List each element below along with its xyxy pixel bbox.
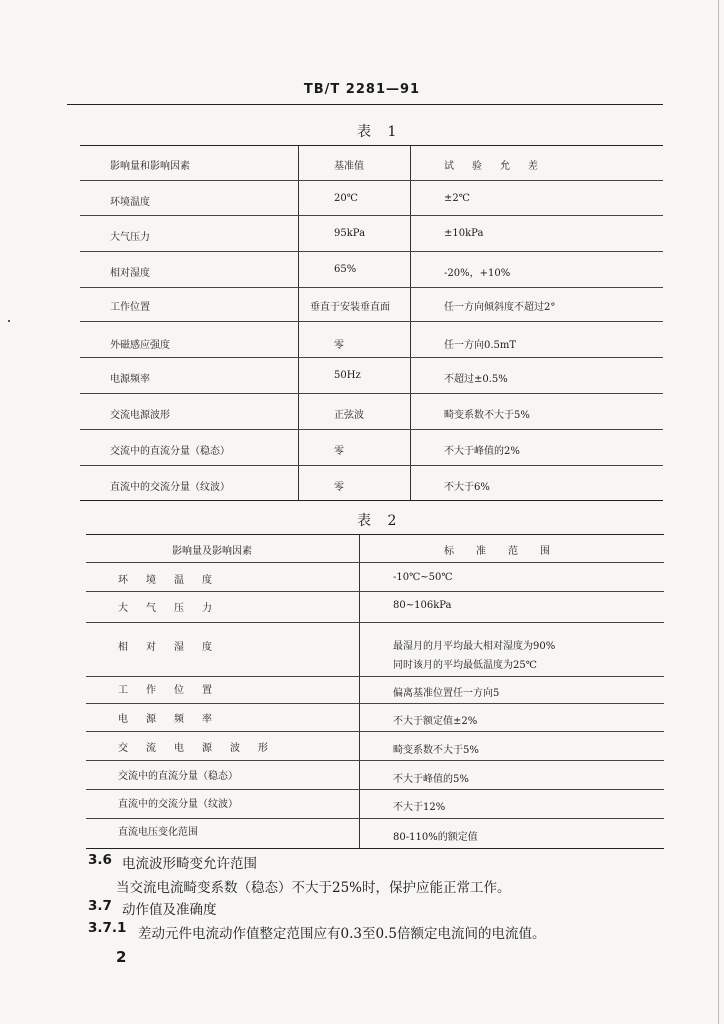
table1-row-factor: 交流电源波形 [110,410,170,421]
table1-row-tolerance: 任一方向0.5mT [444,340,517,351]
table1-row-rule [80,393,663,394]
table2-header-rule [86,562,664,563]
table1-row-factor: 工作位置 [110,302,150,313]
table1-row-factor: 环境温度 [110,197,150,208]
table2-row-factor: 交流电源波形 [118,743,286,754]
table2-row-rule [86,789,664,790]
table2-row-range: 80-110%的额定值 [393,832,478,843]
table1-col-divider-1 [298,146,299,500]
table2-row-factor: 大气压力 [118,603,230,614]
table2-top-rule [86,534,664,535]
table2-humidity-line2: 同时该月的平均最低温度为25℃ [393,660,537,671]
table1-row-rule [80,321,663,322]
table1-row-reference: 零 [334,340,344,351]
table1-row-tolerance: ±10kPa [444,228,484,239]
table2-row-factor: 电源频率 [118,714,230,725]
scan-edge-line [718,0,719,1024]
table1-row-tolerance: ±2℃ [444,193,470,204]
section-3-7-number: 3.7 [88,898,112,914]
table1-row-factor: 外磁感应强度 [110,340,170,351]
table1-row-rule [80,357,663,358]
table1-row-factor: 直流中的交流分量（纹波） [110,482,230,493]
table2-row-range: 不大于额定值±2% [393,716,478,727]
table2-row-range: 80~106kPa [393,600,452,611]
table2-row-factor: 相对湿度 [118,642,230,653]
table1-row-reference: 零 [334,482,344,493]
table2-row-rule [86,703,664,704]
standard-code: TB/T 2281—91 [303,82,421,97]
table2-row-range: 不大于峰值的5% [393,774,469,785]
table1-row-factor: 大气压力 [110,232,150,243]
table2-row-factor: 工作位置 [118,685,230,696]
table2-row-range: 偏离基准位置任一方向5 [393,688,500,699]
table1-row-tolerance: 不大于6% [444,482,490,493]
table2-row-factor: 直流电压变化范围 [118,827,198,838]
section-3-7-1-number: 3.7.1 [88,920,127,936]
table2-row-rule [86,591,664,592]
table2-bottom-rule [86,848,664,849]
table2-row-range: -10℃~50℃ [393,572,453,583]
table2-row-rule [86,818,664,819]
section-3-7-1-body: 差动元件电流动作值整定范围应有0.3至0.5倍额定电流间的电流值。 [138,926,546,942]
section-3-6-body: 当交流电流畸变系数（稳态）不大于25%时，保护应能正常工作。 [116,880,511,896]
section-3-6-number: 3.6 [88,852,112,868]
table1-top-rule [80,145,663,146]
scan-speck [8,320,10,322]
table1-row-factor: 相对湿度 [110,268,150,279]
table2-row-range: 畸变系数不大于5% [393,745,479,756]
header-rule [67,104,663,105]
table1-row-reference: 正弦波 [334,410,364,421]
table1-row-rule [80,287,663,288]
table1-row-rule [80,251,663,252]
table1-row-rule [80,465,663,466]
table2-row-factor: 交流中的直流分量（稳态） [118,771,238,782]
table2-row-rule [86,731,664,732]
table2-row-rule [86,760,664,761]
table1-header-rule [80,180,663,181]
table1-row-tolerance: -20%，+10% [444,268,511,279]
table2-row-rule [86,622,664,623]
table2-header-range: 标 准 范 围 [444,546,556,557]
table1-row-reference: 垂直于安装垂直面 [310,302,390,313]
table2-row-range: 最湿月的月平均最大相对湿度为90% [393,641,556,652]
table1-header-tolerance: 试 验 允 差 [444,161,542,172]
table2-row-factor: 环境温度 [118,575,230,586]
table1-row-reference: 50Hz [334,370,361,381]
table1-row-reference: 20℃ [334,193,358,204]
table2-row-rule [86,676,664,677]
table1-row-tolerance: 畸变系数不大于5% [444,410,530,421]
table2-title: 表 2 [357,513,403,529]
table1-header-reference: 基准值 [334,161,364,172]
table1-header-factor: 影响量和影响因素 [110,161,190,172]
table1-row-tolerance: 不大于峰值的2% [444,446,520,457]
section-3-7-heading: 动作值及准确度 [122,902,217,918]
table1-title: 表 1 [357,124,403,140]
table1-bottom-rule [80,500,663,501]
page-number: 2 [116,948,127,966]
table1-row-reference: 零 [334,446,344,457]
table2-col-divider [359,535,360,848]
table1-row-tolerance: 任一方向倾斜度不超过2° [444,302,556,313]
table1-col-divider-2 [410,146,411,500]
table1-row-tolerance: 不超过±0.5% [444,374,508,385]
table2-row-factor: 直流中的交流分量（纹波） [118,799,238,810]
section-3-6-heading: 电流波形畸变允许范围 [122,856,257,872]
table1-row-rule [80,429,663,430]
table1-row-factor: 电源频率 [110,374,150,385]
table2-row-range: 不大于12% [393,802,446,813]
table1-row-reference: 95kPa [334,228,366,239]
table1-row-reference: 65% [334,264,357,275]
table1-row-factor: 交流中的直流分量（稳态） [110,446,230,457]
table2-header-factor: 影响量及影响因素 [172,546,252,557]
table1-row-rule [80,215,663,216]
